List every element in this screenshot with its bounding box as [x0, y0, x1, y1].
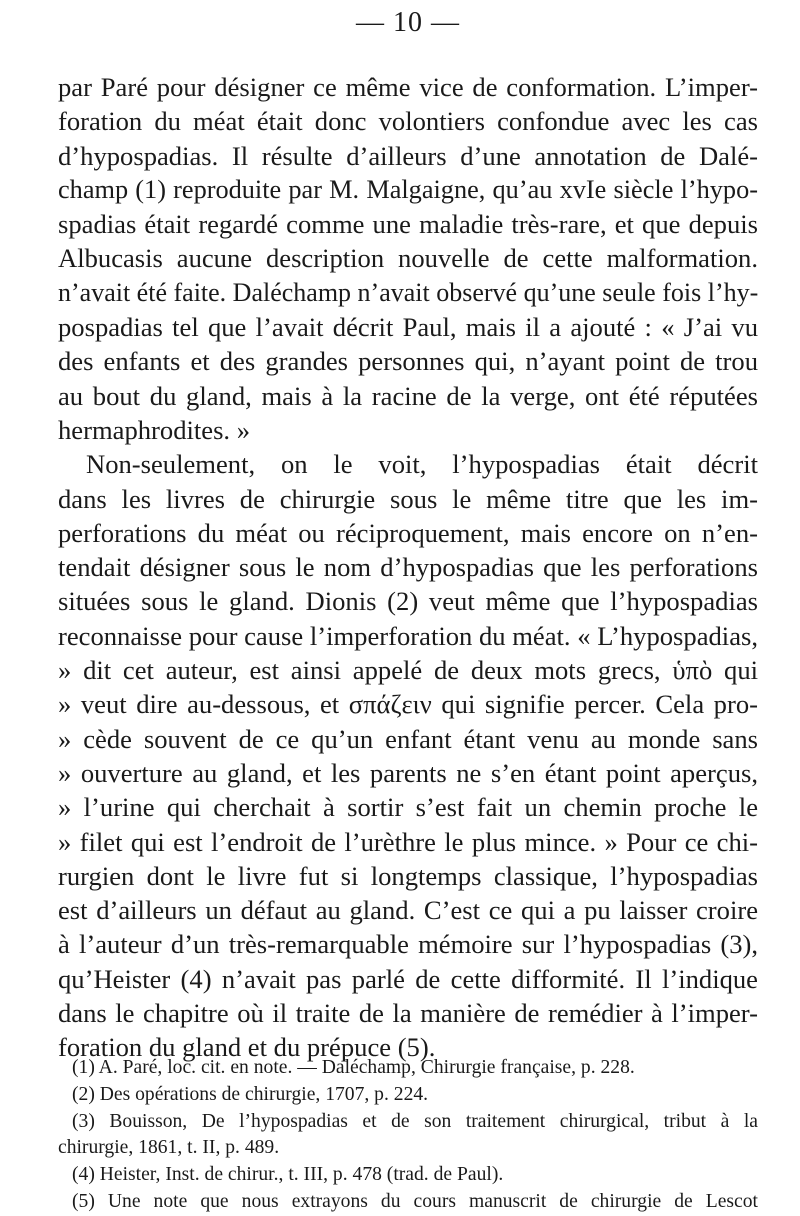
text-line: » cède souvent de ce qu’un enfant étant venu au monde sans: [58, 723, 758, 754]
text-line: au bout du gland, mais à la racine de la verge, ont été réputées: [58, 380, 758, 411]
text-line: » dit cet auteur, est ainsi appelé de deux mots grecs, ὑπὸ qui: [58, 655, 758, 686]
text-line: par Paré pour désigner ce même vice de conformation. L’imper-: [58, 72, 758, 102]
text-line: » veut dire au-dessous, et σπάζειν qui signifie percer. Cela pro-: [58, 689, 758, 720]
text-line: » filet qui est l’endroit de l’urèthre le plus mince. » Pour ce chi-: [58, 826, 758, 857]
text-line: dans le chapitre où il traite de la manière de remédier à l’imper-: [58, 998, 758, 1029]
text-line: perforations du méat ou réciproquement, mais encore on n’en-: [58, 517, 758, 548]
text-line: spadias était regardé comme une maladie très-rare, et que depuis: [58, 209, 758, 240]
text-line: tendait désigner sous le nom d’hypospadias que les perforations: [58, 552, 758, 583]
footnote-line: (1) A. Paré, loc. cit. en note. — Daléchamp, Chirurgie française, p. 228.: [72, 1057, 635, 1078]
text-line: reconnaisse pour cause l’imperforation du méat. « L’hypospadias,: [58, 620, 758, 651]
footnotes: [58, 1055, 758, 1216]
text-line: n’avait été faite. Daléchamp n’avait observé qu’une seule fois l’hy-: [58, 277, 759, 307]
text-line: à l’auteur d’un très-remarquable mémoire sur l’hypospadias (3),: [58, 929, 758, 960]
text-line: rurgien dont le livre fut si longtemps classique, l’hypospadias: [58, 860, 758, 891]
text-line: pospadias tel que l’avait décrit Paul, mais il a ajouté : « J’ai vu: [58, 312, 758, 343]
text-line: qu’Heister (4) n’avait pas parlé de cette difformité. Il l’indique: [58, 963, 758, 994]
text-line: des enfants et des grandes personnes qui, n’ayant point de trou: [58, 346, 758, 377]
footnote-line: chirurgie, 1861, t. II, p. 489.: [58, 1137, 280, 1159]
footnote-line: (2) Des opérations de chirurgie, 1707, p. 224.: [72, 1083, 429, 1105]
footnote-line: (5) Une note que nous extrayons du cours manuscrit de chirurgie de Lescot: [72, 1190, 758, 1212]
footnote-line: (3) Bouisson, De l’hypospadias et de son traitement chirurgical, tribut à la: [72, 1110, 758, 1132]
page-number: — 10 —: [356, 7, 460, 38]
text-line: foration du gland et du prépuce (5).: [58, 1032, 436, 1063]
footnote-line: (4) Heister, Inst. de chirur., t. III, p. 478 (trad. de Paul).: [72, 1164, 504, 1186]
text-line: situées sous le gland. Dionis (2) veut même que l’hypospadias: [58, 586, 758, 617]
text-line: est d’ailleurs un défaut au gland. C’est ce qui a pu laisser croire: [58, 895, 758, 926]
text-line: foration du méat était donc volontiers confondue avec les cas: [58, 106, 758, 137]
text-line: Non-seulement, on le voit, l’hypospadias était décrit: [86, 449, 758, 480]
body-text: [58, 70, 758, 1065]
text-line: champ (1) reproduite par M. Malgaigne, qu’au xvIe siècle l’hypo-: [58, 174, 758, 204]
text-line: » ouverture au gland, et les parents ne s’en étant point aperçus,: [58, 757, 758, 788]
text-line: dans les livres de chirurgie sous le même titre que les im-: [58, 483, 758, 514]
text-line: Albucasis aucune description nouvelle de cette malformation.: [58, 243, 758, 274]
text-line: » l’urine qui cherchait à sortir s’est fait un chemin proche le: [58, 792, 758, 823]
text-line: d’hypospadias. Il résulte d’ailleurs d’une annotation de Dalé-: [58, 140, 758, 171]
text-line: hermaphrodites. »: [58, 414, 251, 445]
